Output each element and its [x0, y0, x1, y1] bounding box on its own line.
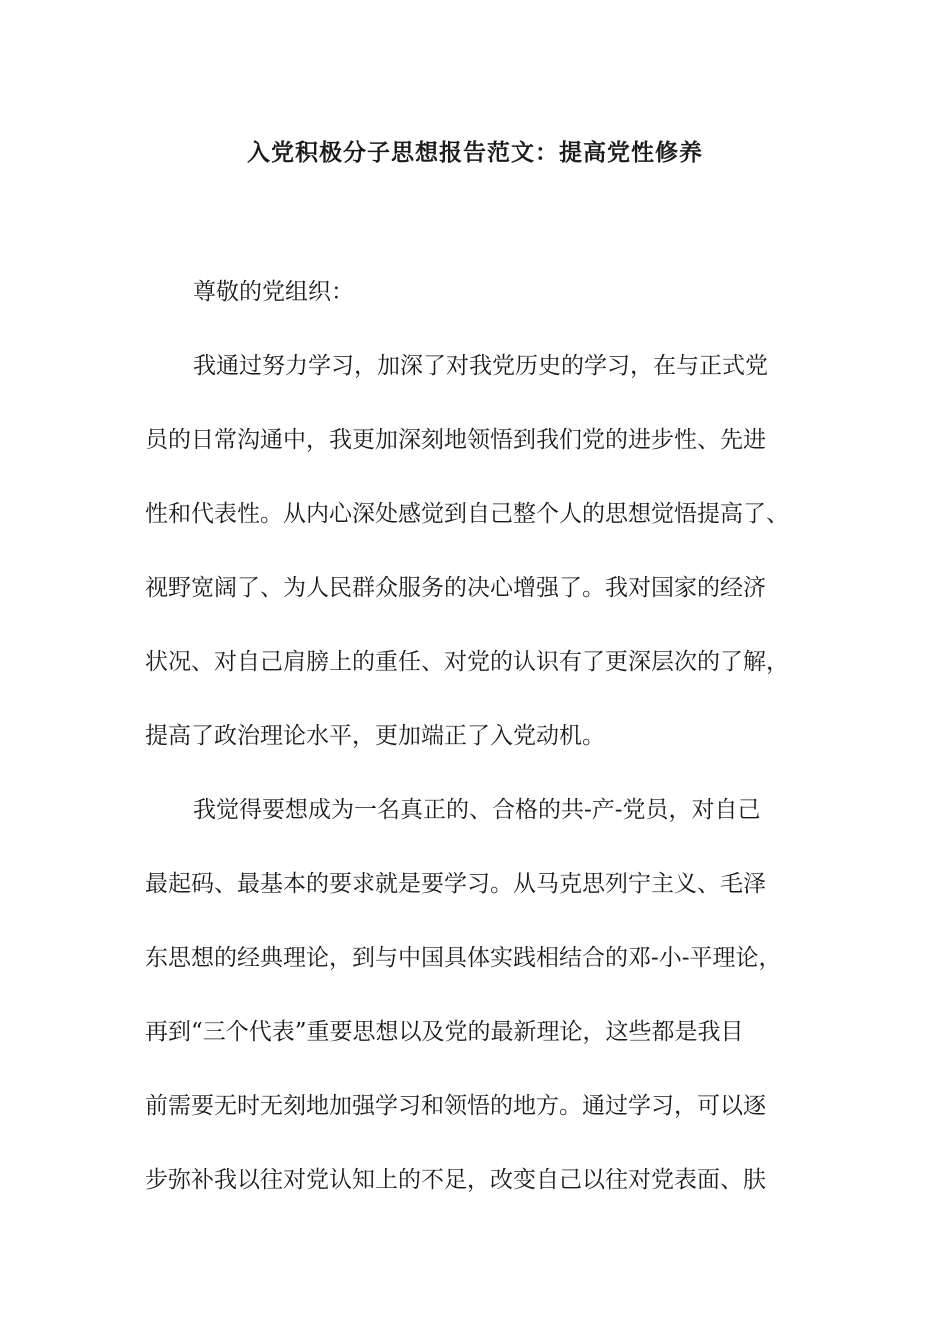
- text-line: 提高了政治理论水平，更加端正了入党动机。: [145, 723, 605, 749]
- paragraph-lines: [145, 329, 825, 1217]
- text-line: 状况、对自己肩膀上的重任、对党的认识有了更深层次的了解，: [145, 649, 789, 675]
- text-line: 视野宽阔了、为人民群众服务的决心增强了。我对国家的经济: [145, 575, 766, 601]
- text-line: 性和代表性。从内心深处感觉到自己整个人的思想觉悟提高了、: [145, 501, 789, 527]
- text-line: 我通过努力学习，加深了对我党历史的学习，在与正式党: [193, 353, 768, 379]
- greeting: 尊敬的党组织：: [193, 279, 354, 305]
- text-line: 步弥补我以往对党认知上的不足，改变自己以往对党表面、肤: [145, 1167, 766, 1193]
- text-line: 员的日常沟通中，我更加深刻地领悟到我们党的进步性、先进: [145, 427, 766, 453]
- text-line: 前需要无时无刻地加强学习和领悟的地方。通过学习，可以逐: [145, 1093, 766, 1119]
- text-line: 再到“三个代表”重要思想以及党的最新理论，这些都是我目: [145, 1019, 744, 1045]
- text-line: 我觉得要想成为一名真正的、合格的共-产-党员，对自己: [193, 797, 761, 823]
- document-title: 入党积极分子思想报告范文：提高党性修养: [247, 140, 703, 166]
- text-line: 东思想的经典理论，到与中国具体实践相结合的邓-小-平理论，: [145, 945, 782, 971]
- document-body: [145, 255, 825, 1217]
- text-line: 最起码、最基本的要求就是要学习。从马克思列宁主义、毛泽: [145, 871, 766, 897]
